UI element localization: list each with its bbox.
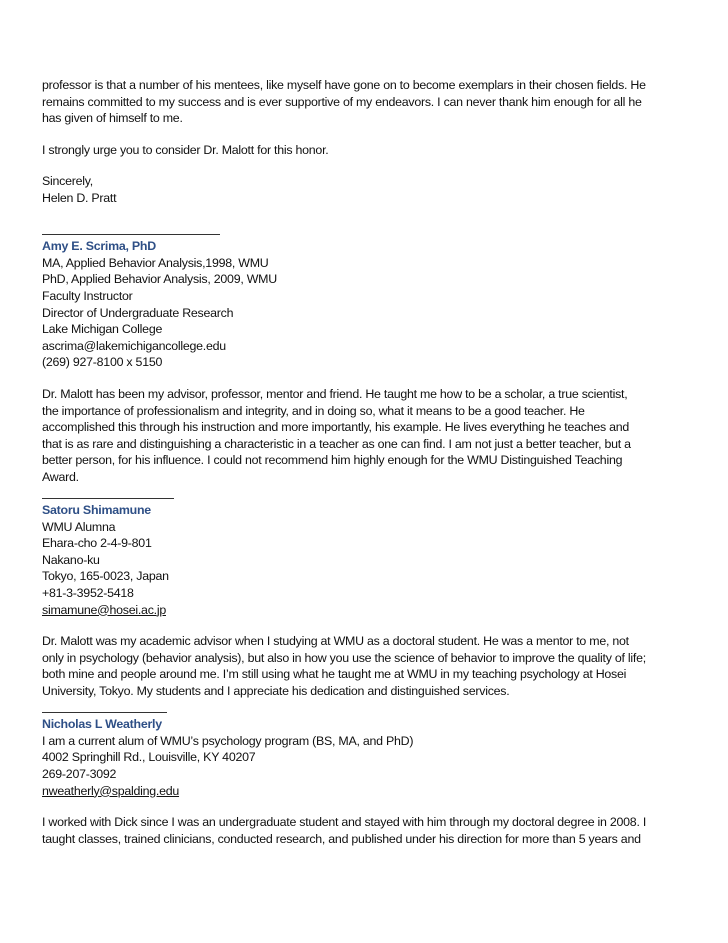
text-line: taught classes, trained clinicians, conducted research, and published under his direction for more than 5 years and xyxy=(42,831,641,846)
author-detail: I am a current alum of WMU’s psychology program (BS, MA, and PhD) xyxy=(42,733,414,748)
author-email-link[interactable]: simamune@hosei.ac.jp xyxy=(42,602,166,617)
paragraph-gap xyxy=(42,618,702,633)
testimonial-paragraph xyxy=(42,814,702,847)
separator-rule xyxy=(42,700,702,717)
text-line: Dr. Malott was my academic advisor when I studying at WMU as a doctoral student. He was a mentor to me, not xyxy=(42,634,629,649)
paragraph-gap xyxy=(42,127,702,142)
text-line: professor is that a number of his mentees, like myself have gone on to become exemplars in their chosen fields. He xyxy=(42,78,646,92)
author-phone: +81-3-3952-5418 xyxy=(42,586,134,601)
author-detail: Faculty Instructor xyxy=(42,288,133,303)
text-line: has given of himself to me. xyxy=(42,111,183,126)
testimonial-paragraph xyxy=(42,386,702,486)
text-line: University, Tokyo. My students and I appreciate his dedication and distinguished services. xyxy=(42,684,510,698)
author-detail: Nakano-ku xyxy=(42,552,100,567)
paragraph-gap xyxy=(42,207,702,222)
author-name: Nicholas L Weatherly xyxy=(42,717,162,732)
closing-text: Sincerely, xyxy=(42,174,93,189)
text-line: both mine and people around me. I’m still using what he taught me at WMU in my teaching psychology at Hosei xyxy=(42,667,627,682)
text-line: remains committed to my success and is ever supportive of my endeavors. I can never thank him enough for all he xyxy=(42,94,642,109)
author-detail: 4002 Springhill Rd., Louisville, KY 40207 xyxy=(42,750,256,765)
text-line: only in psychology (behavior analysis), but also in how you use the science of behavior to improve the quality of life; xyxy=(42,650,646,665)
author-detail: Tokyo, 165-0023, Japan xyxy=(42,569,169,584)
paragraph-gap xyxy=(42,158,702,173)
signer-name: Helen D. Pratt xyxy=(42,190,117,205)
text-line: Award. xyxy=(42,469,79,484)
author-name: Satoru Shimamune xyxy=(42,503,151,518)
letter-page xyxy=(42,77,702,847)
text-line: accomplished this through his instruction and more importantly, his example. He lives everything he teaches and xyxy=(42,420,630,435)
text-line: I worked with Dick since I was an undergraduate student and stayed with him through my doctoral degree in 2008. I xyxy=(42,815,647,830)
separator-rule xyxy=(42,485,702,502)
author-email: ascrima@lakemichigancollege.edu xyxy=(42,338,226,353)
text-line: that is as rare and distinguishing a characteristic in a teacher as one can find. I am not just a better teacher, but a xyxy=(42,436,631,451)
paragraph-gap xyxy=(42,799,702,814)
author-detail: PhD, Applied Behavior Analysis, 2009, WMU xyxy=(42,272,277,287)
text-line: better person, for his influence. I could not recommend him highly enough for the WMU Distinguished Teaching xyxy=(42,453,623,468)
separator-rule xyxy=(42,222,702,239)
author-detail: Lake Michigan College xyxy=(42,322,163,337)
testimonial-paragraph xyxy=(42,633,702,699)
text-line: the importance of professionalism and integrity, and in doing so, what it means to be a good teacher. He xyxy=(42,403,585,418)
paragraph-gap xyxy=(42,371,702,386)
intro-paragraph xyxy=(42,77,702,127)
author-phone: 269-207-3092 xyxy=(42,766,117,781)
author-email-link[interactable]: nweatherly@spalding.edu xyxy=(42,783,180,798)
author-detail: WMU Alumna xyxy=(42,519,116,534)
author-detail: Director of Undergraduate Research xyxy=(42,305,234,320)
author-detail: MA, Applied Behavior Analysis,1998, WMU xyxy=(42,255,269,270)
urge-text: I strongly urge you to consider Dr. Malott for this honor. xyxy=(42,142,329,157)
author-phone: (269) 927-8100 x 5150 xyxy=(42,355,163,370)
author-detail: Ehara-cho 2-4-9-801 xyxy=(42,536,152,551)
text-line: Dr. Malott has been my advisor, professor, mentor and friend. He taught me how to be a scholar, a true scientist, xyxy=(42,386,628,401)
author-name: Amy E. Scrima, PhD xyxy=(42,239,156,254)
